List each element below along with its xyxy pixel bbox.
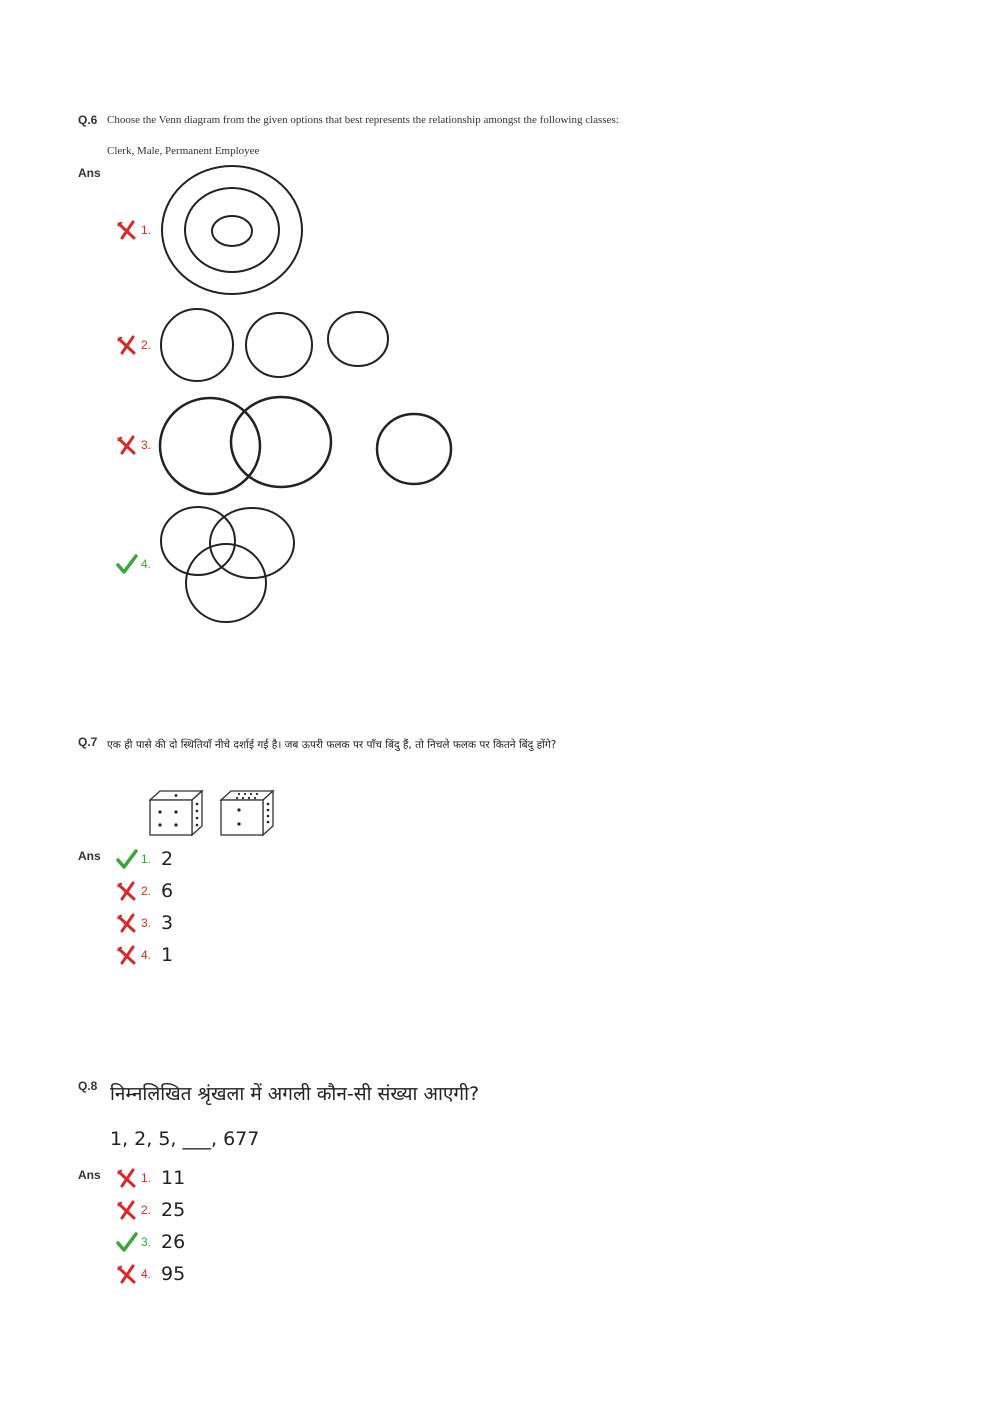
check-mark-icon	[116, 1231, 138, 1253]
option-value: 2	[161, 848, 174, 870]
venn-diagram-option-2	[155, 305, 400, 387]
cross-mark-icon	[116, 880, 138, 902]
option-3[interactable]	[116, 434, 151, 456]
dice-position-1	[146, 788, 206, 838]
option-value: 1	[161, 944, 174, 966]
option-value: 3	[161, 912, 174, 934]
cross-mark-icon	[116, 1167, 138, 1189]
venn-diagram-option-4	[155, 503, 305, 628]
number-series: 1, 2, 5, ___, 677	[110, 1128, 260, 1150]
option-1[interactable]	[116, 848, 173, 870]
option-number: 1.	[141, 223, 152, 237]
check-mark-icon	[116, 848, 138, 870]
cross-mark-icon	[116, 334, 138, 356]
option-4[interactable]	[116, 553, 151, 575]
option-2[interactable]	[116, 1199, 185, 1221]
option-1[interactable]	[116, 219, 151, 241]
option-number: 3.	[141, 438, 152, 452]
venn-diagram-option-1	[155, 165, 315, 300]
option-number: 3.	[141, 1235, 152, 1249]
answer-label: Ans	[78, 849, 101, 863]
cross-mark-icon	[116, 944, 138, 966]
option-value: 6	[161, 880, 174, 902]
option-value: 25	[161, 1199, 186, 1221]
option-value: 11	[161, 1167, 186, 1189]
option-number: 3.	[141, 916, 152, 930]
question-classes: Clerk, Male, Permanent Employee	[107, 145, 260, 157]
option-number: 4.	[141, 557, 152, 571]
question-text: Choose the Venn diagram from the given options that best represents the relationship amongst the following classes:	[107, 114, 619, 126]
option-number: 2.	[141, 1203, 152, 1217]
cross-mark-icon	[116, 219, 138, 241]
question-number: Q.8	[78, 1079, 98, 1093]
question-number: Q.7	[78, 735, 98, 749]
question-text: निम्नलिखित श्रृंखला में अगली कौन-सी संख्या आएगी?	[110, 1083, 480, 1105]
option-4[interactable]	[116, 1263, 185, 1285]
option-number: 4.	[141, 1267, 152, 1281]
answer-label: Ans	[78, 166, 101, 180]
cross-mark-icon	[116, 912, 138, 934]
question-text: एक ही पासे की दो स्थितियाँ नीचे दर्शाई गई है। जब ऊपरी फलक पर पाँच बिंदु हैं, तो निचले फलक पर कितने बिंदु होंगे?	[107, 739, 557, 751]
option-number: 4.	[141, 948, 152, 962]
option-value: 95	[161, 1263, 186, 1285]
option-value: 26	[161, 1231, 186, 1253]
option-3[interactable]	[116, 912, 173, 934]
option-1[interactable]	[116, 1167, 185, 1189]
dice-position-2	[217, 788, 277, 838]
option-number: 2.	[141, 884, 152, 898]
option-4[interactable]	[116, 944, 173, 966]
question-number: Q.6	[78, 113, 98, 127]
option-2[interactable]	[116, 880, 173, 902]
check-mark-icon	[116, 553, 138, 575]
option-number: 1.	[141, 852, 152, 866]
answer-label: Ans	[78, 1168, 101, 1182]
option-number: 2.	[141, 338, 152, 352]
option-2[interactable]	[116, 334, 151, 356]
option-number: 1.	[141, 1171, 152, 1185]
cross-mark-icon	[116, 434, 138, 456]
option-3[interactable]	[116, 1231, 185, 1253]
venn-diagram-option-3	[155, 392, 460, 502]
cross-mark-icon	[116, 1263, 138, 1285]
cross-mark-icon	[116, 1199, 138, 1221]
